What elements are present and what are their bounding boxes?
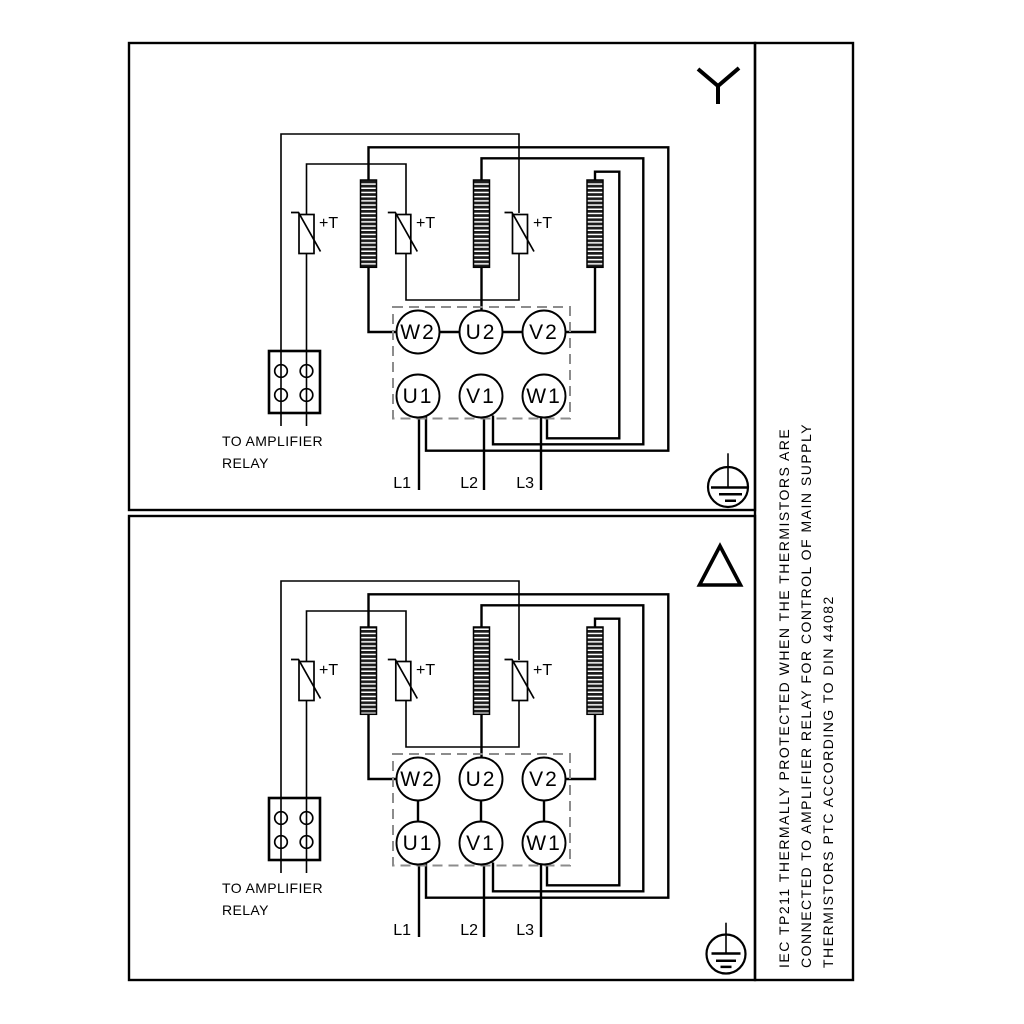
terminal-label-W1: W1: [526, 832, 562, 855]
delta-icon: [700, 546, 741, 585]
supply-label-L1: L1: [393, 922, 411, 939]
winding-coil-3: [587, 180, 603, 267]
wire-thermistor2-thermistor3: [406, 701, 519, 748]
thermistor-symbol: [388, 213, 436, 254]
supply-label-L3: L3: [516, 475, 534, 492]
thermistor-label: +T: [416, 215, 436, 232]
terminal-label-V1: V1: [466, 832, 496, 855]
side-note-line1: IEC TP211 THERMALLY PROTECTED WHEN THE THERMISTORS ARE: [776, 427, 792, 968]
terminal-label-W1: W1: [526, 385, 562, 408]
relay-caption-line2: RELAY: [222, 455, 269, 471]
terminal-label-W2: W2: [400, 768, 436, 791]
supply-label-L1: L1: [393, 475, 411, 492]
delta-panel: [129, 516, 755, 980]
thermistor-label: +T: [319, 662, 339, 679]
winding-coil-2: [474, 627, 490, 714]
terminal-label-U2: U2: [465, 768, 497, 791]
terminal-label-W2: W2: [400, 321, 436, 344]
terminal-label-V2: V2: [529, 321, 559, 344]
winding-coil-2: [474, 180, 490, 267]
thermistor-label: +T: [319, 215, 339, 232]
thermistor-symbol: [388, 660, 436, 701]
winding-coil-1: [361, 627, 377, 714]
terminal-label-V1: V1: [466, 385, 496, 408]
star-icon: [698, 68, 739, 104]
relay-caption-line2: RELAY: [222, 902, 269, 918]
side-note: [755, 43, 853, 980]
relay-caption-line1: TO AMPLIFIER: [222, 433, 324, 449]
supply-label-L2: L2: [460, 475, 478, 492]
relay-box: [269, 798, 320, 860]
relay-box: [269, 351, 320, 413]
winding-coil-1: [361, 180, 377, 267]
wire-thermistor1-thermistor2: [307, 611, 407, 662]
thermistor-symbol: [505, 660, 553, 701]
ground-icon: [707, 923, 746, 974]
thermistor-symbol: [505, 213, 553, 254]
side-note-line2: CONNECTED TO AMPLIFIER RELAY FOR CONTROL OF MAIN SUPPLY: [798, 422, 814, 968]
supply-label-L2: L2: [460, 922, 478, 939]
terminal-label-U1: U1: [402, 385, 434, 408]
thermistor-label: +T: [533, 215, 553, 232]
terminal-block: [393, 754, 570, 866]
wire-thermistor2-thermistor3: [406, 254, 519, 301]
delta-bridge-links: [418, 801, 544, 822]
winding-coil-3: [587, 627, 603, 714]
star-panel: [129, 43, 755, 510]
terminal-label-U1: U1: [402, 832, 434, 855]
terminal-label-V2: V2: [529, 768, 559, 791]
wire-thermistor1-thermistor2: [307, 164, 407, 215]
side-note-line3: THERMISTORS PTC ACCORDING TO DIN 44082: [820, 595, 836, 968]
supply-label-L3: L3: [516, 922, 534, 939]
terminal-label-U2: U2: [465, 321, 497, 344]
thermistor-label: +T: [533, 662, 553, 679]
ground-icon: [708, 453, 748, 507]
relay-caption-line1: TO AMPLIFIER: [222, 880, 324, 896]
thermistor-symbol: [291, 213, 338, 254]
thermistor-label: +T: [416, 662, 436, 679]
thermistor-symbol: [291, 660, 338, 701]
terminal-block: [393, 307, 570, 419]
